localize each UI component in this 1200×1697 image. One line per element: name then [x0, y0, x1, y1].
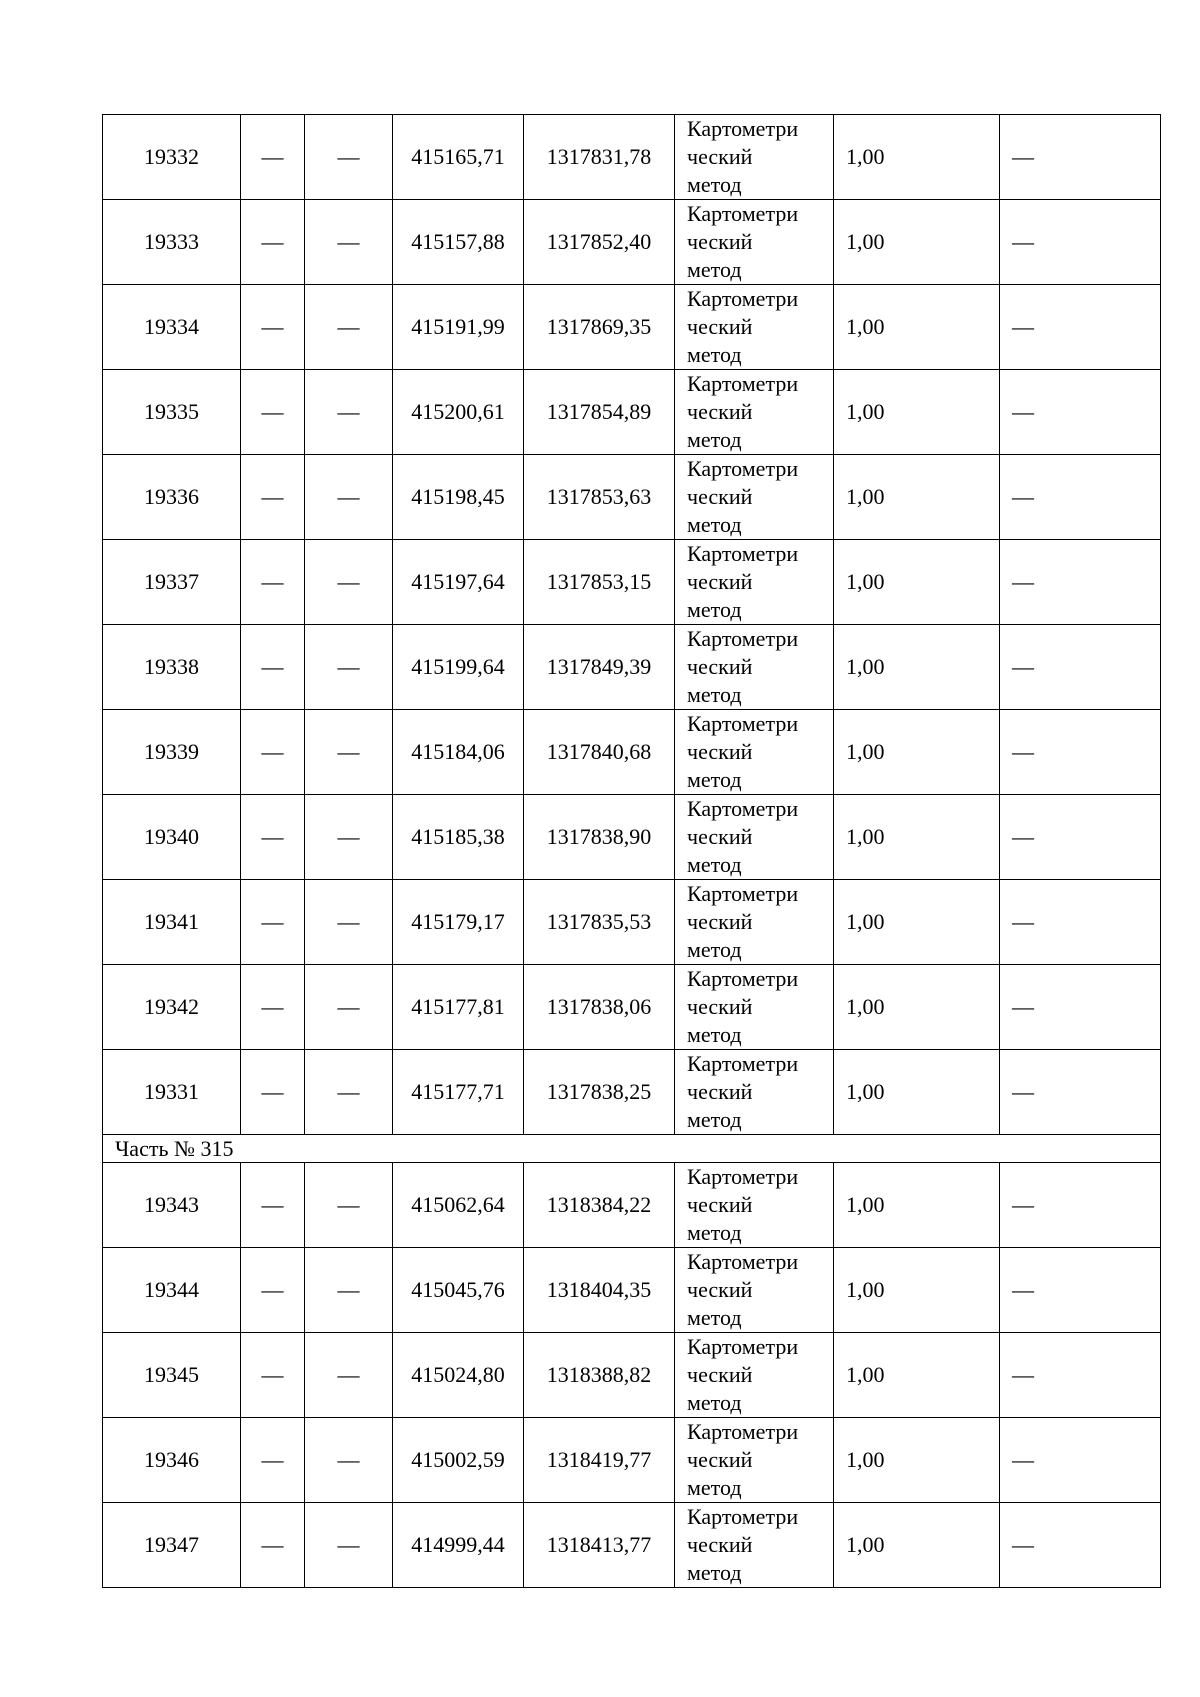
method-cell [675, 1163, 834, 1248]
coord-x: 415165,71 [393, 115, 524, 200]
empty-dash: — [305, 115, 393, 200]
point-number: 19332 [103, 115, 241, 200]
method-text: Картометри ческий метод [687, 201, 799, 282]
empty-dash: — [241, 1503, 305, 1588]
empty-dash: — [1000, 880, 1161, 965]
method-cell [675, 1050, 834, 1135]
empty-dash: — [305, 285, 393, 370]
empty-dash: — [241, 880, 305, 965]
accuracy-value: 1,00 [834, 540, 1000, 625]
method-cell [675, 625, 834, 710]
accuracy-value: 1,00 [834, 1418, 1000, 1503]
accuracy-value: 1,00 [834, 1333, 1000, 1418]
point-number: 19347 [103, 1503, 241, 1588]
accuracy-value: 1,00 [834, 1248, 1000, 1333]
method-cell [675, 285, 834, 370]
coord-x: 414999,44 [393, 1503, 524, 1588]
table-row [103, 285, 1161, 370]
empty-dash: — [1000, 285, 1161, 370]
empty-dash: — [241, 795, 305, 880]
point-number: 19345 [103, 1333, 241, 1418]
empty-dash: — [241, 285, 305, 370]
empty-dash: — [305, 625, 393, 710]
method-text: Картометри ческий метод [687, 1504, 799, 1585]
coord-y: 1317853,15 [524, 540, 675, 625]
table-row [103, 540, 1161, 625]
empty-dash: — [305, 880, 393, 965]
empty-dash: — [1000, 115, 1161, 200]
coord-x: 415197,64 [393, 540, 524, 625]
method-text: Картометри ческий метод [687, 1164, 799, 1245]
empty-dash: — [305, 540, 393, 625]
coordinates-table [102, 114, 1161, 1588]
coord-y: 1318388,82 [524, 1333, 675, 1418]
accuracy-value: 1,00 [834, 1050, 1000, 1135]
empty-dash: — [305, 1503, 393, 1588]
table-row [103, 1163, 1161, 1248]
method-text: Картометри ческий метод [687, 371, 799, 452]
method-text: Картометри ческий метод [687, 116, 799, 197]
point-number: 19344 [103, 1248, 241, 1333]
coord-y: 1318419,77 [524, 1418, 675, 1503]
empty-dash: — [1000, 1418, 1161, 1503]
coord-x: 415185,38 [393, 795, 524, 880]
empty-dash: — [305, 1163, 393, 1248]
method-text: Картометри ческий метод [687, 1334, 799, 1415]
accuracy-value: 1,00 [834, 200, 1000, 285]
table-row [103, 1333, 1161, 1418]
part-label: Часть № 315 [103, 1135, 1161, 1163]
table-row [103, 880, 1161, 965]
point-number: 19336 [103, 455, 241, 540]
coord-x: 415045,76 [393, 1248, 524, 1333]
empty-dash: — [305, 1418, 393, 1503]
accuracy-value: 1,00 [834, 710, 1000, 795]
coord-y: 1317854,89 [524, 370, 675, 455]
coord-x: 415157,88 [393, 200, 524, 285]
empty-dash: — [1000, 625, 1161, 710]
point-number: 19331 [103, 1050, 241, 1135]
coord-y: 1317838,25 [524, 1050, 675, 1135]
empty-dash: — [241, 540, 305, 625]
coord-y: 1317835,53 [524, 880, 675, 965]
empty-dash: — [241, 370, 305, 455]
empty-dash: — [1000, 1503, 1161, 1588]
part-header-row [103, 1135, 1161, 1163]
empty-dash: — [241, 965, 305, 1050]
empty-dash: — [241, 625, 305, 710]
method-text: Картометри ческий метод [687, 626, 799, 707]
empty-dash: — [305, 455, 393, 540]
method-text: Картометри ческий метод [687, 711, 799, 792]
method-cell [675, 115, 834, 200]
empty-dash: — [241, 200, 305, 285]
coord-x: 415002,59 [393, 1418, 524, 1503]
empty-dash: — [1000, 1333, 1161, 1418]
coord-x: 415177,71 [393, 1050, 524, 1135]
point-number: 19338 [103, 625, 241, 710]
point-number: 19342 [103, 965, 241, 1050]
empty-dash: — [305, 1333, 393, 1418]
empty-dash: — [305, 200, 393, 285]
method-cell [675, 1418, 834, 1503]
coord-x: 415191,99 [393, 285, 524, 370]
empty-dash: — [241, 1050, 305, 1135]
method-text: Картометри ческий метод [687, 966, 799, 1047]
table-row [103, 1503, 1161, 1588]
table-row [103, 625, 1161, 710]
method-text: Картометри ческий метод [687, 286, 799, 367]
coord-y: 1318384,22 [524, 1163, 675, 1248]
point-number: 19343 [103, 1163, 241, 1248]
empty-dash: — [1000, 1050, 1161, 1135]
accuracy-value: 1,00 [834, 625, 1000, 710]
table-row [103, 710, 1161, 795]
coord-x: 415062,64 [393, 1163, 524, 1248]
point-number: 19341 [103, 880, 241, 965]
accuracy-value: 1,00 [834, 285, 1000, 370]
empty-dash: — [241, 115, 305, 200]
table-row [103, 115, 1161, 200]
table-row [103, 795, 1161, 880]
coord-x: 415179,17 [393, 880, 524, 965]
table-row [103, 370, 1161, 455]
point-number: 19335 [103, 370, 241, 455]
accuracy-value: 1,00 [834, 965, 1000, 1050]
empty-dash: — [1000, 200, 1161, 285]
coord-x: 415199,64 [393, 625, 524, 710]
empty-dash: — [1000, 795, 1161, 880]
empty-dash: — [1000, 455, 1161, 540]
coord-y: 1317853,63 [524, 455, 675, 540]
empty-dash: — [305, 965, 393, 1050]
empty-dash: — [305, 370, 393, 455]
method-cell [675, 455, 834, 540]
accuracy-value: 1,00 [834, 370, 1000, 455]
empty-dash: — [1000, 710, 1161, 795]
table-row [103, 1418, 1161, 1503]
coord-x: 415184,06 [393, 710, 524, 795]
coord-x: 415177,81 [393, 965, 524, 1050]
coord-y: 1317838,90 [524, 795, 675, 880]
method-cell [675, 1503, 834, 1588]
coord-x: 415198,45 [393, 455, 524, 540]
empty-dash: — [241, 710, 305, 795]
empty-dash: — [241, 1248, 305, 1333]
table-row [103, 200, 1161, 285]
accuracy-value: 1,00 [834, 795, 1000, 880]
coord-y: 1317852,40 [524, 200, 675, 285]
accuracy-value: 1,00 [834, 1163, 1000, 1248]
accuracy-value: 1,00 [834, 455, 1000, 540]
method-cell [675, 880, 834, 965]
empty-dash: — [241, 1333, 305, 1418]
accuracy-value: 1,00 [834, 880, 1000, 965]
table-row [103, 1248, 1161, 1333]
coord-y: 1318413,77 [524, 1503, 675, 1588]
method-text: Картометри ческий метод [687, 1249, 799, 1330]
empty-dash: — [1000, 540, 1161, 625]
point-number: 19333 [103, 200, 241, 285]
method-text: Картометри ческий метод [687, 796, 799, 877]
empty-dash: — [1000, 965, 1161, 1050]
method-cell [675, 710, 834, 795]
method-text: Картометри ческий метод [687, 1051, 799, 1132]
empty-dash: — [1000, 370, 1161, 455]
empty-dash: — [241, 1163, 305, 1248]
coord-y: 1317869,35 [524, 285, 675, 370]
empty-dash: — [1000, 1248, 1161, 1333]
point-number: 19346 [103, 1418, 241, 1503]
accuracy-value: 1,00 [834, 1503, 1000, 1588]
method-cell [675, 965, 834, 1050]
method-cell [675, 1248, 834, 1333]
method-cell [675, 370, 834, 455]
method-text: Картометри ческий метод [687, 1419, 799, 1500]
method-text: Картометри ческий метод [687, 541, 799, 622]
point-number: 19334 [103, 285, 241, 370]
empty-dash: — [241, 1418, 305, 1503]
method-cell [675, 795, 834, 880]
table-row [103, 455, 1161, 540]
method-text: Картометри ческий метод [687, 456, 799, 537]
coord-y: 1317849,39 [524, 625, 675, 710]
coord-y: 1317831,78 [524, 115, 675, 200]
table-row [103, 1050, 1161, 1135]
method-cell [675, 540, 834, 625]
point-number: 19340 [103, 795, 241, 880]
coord-y: 1317838,06 [524, 965, 675, 1050]
accuracy-value: 1,00 [834, 115, 1000, 200]
coord-x: 415024,80 [393, 1333, 524, 1418]
coord-x: 415200,61 [393, 370, 524, 455]
method-text: Картометри ческий метод [687, 881, 799, 962]
empty-dash: — [305, 710, 393, 795]
empty-dash: — [1000, 1163, 1161, 1248]
empty-dash: — [305, 1050, 393, 1135]
method-cell [675, 200, 834, 285]
coord-y: 1317840,68 [524, 710, 675, 795]
point-number: 19339 [103, 710, 241, 795]
empty-dash: — [305, 795, 393, 880]
point-number: 19337 [103, 540, 241, 625]
coord-y: 1318404,35 [524, 1248, 675, 1333]
empty-dash: — [305, 1248, 393, 1333]
table-row [103, 965, 1161, 1050]
empty-dash: — [241, 455, 305, 540]
method-cell [675, 1333, 834, 1418]
